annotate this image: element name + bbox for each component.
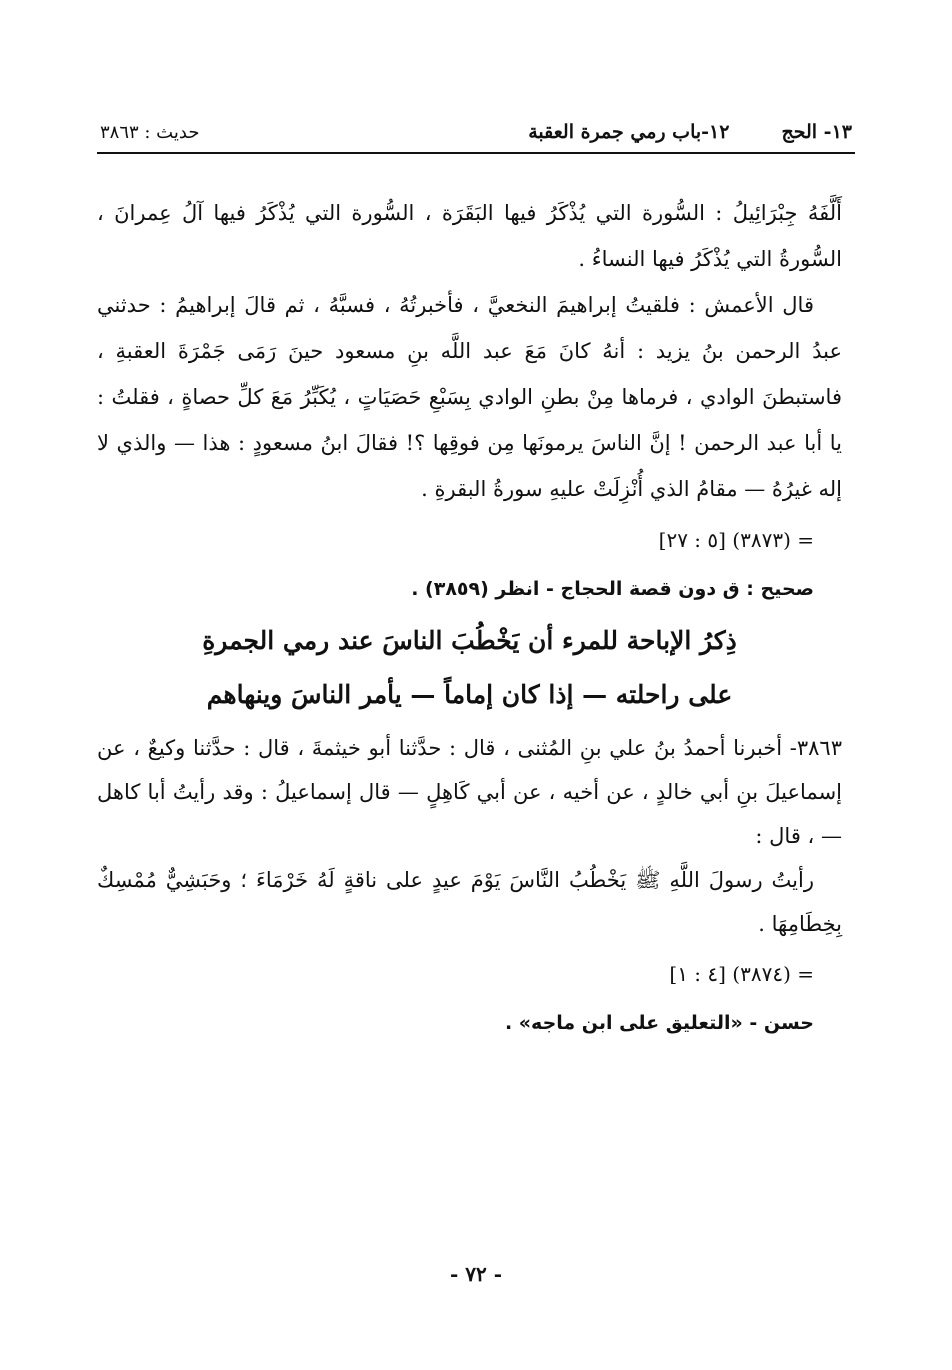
- header-rule: [97, 152, 855, 154]
- hadith-grade-2: حسن - «التعليق على ابن ماجه» .: [504, 1012, 814, 1034]
- section-heading: [97, 614, 842, 722]
- heading-line-1: ذِكرُ الإباحة للمرء أن يَخْطُبَ الناسَ عند رمي الجمرةِ: [202, 626, 737, 655]
- header-titles: [528, 121, 852, 143]
- running-header: [100, 112, 852, 152]
- paragraph-isnad: ٣٨٦٣- أخبرنا أحمدُ بنُ علي بنِ المُثنى ، قال : حدَّثنا أبو خيثمةَ ، قال : حدَّثنا وكيعٌ ، عن إسماعيلَ بنِ أبي خالدٍ ، عن أخيه ، عن أبي كَاهِلٍ — قال إسماعيلُ : وقد رأيتُ أبا كاهل — ، قال :: [97, 736, 842, 848]
- hadith-grade-1: صحيح : ق دون قصة الحجاج - انظر (٣٨٥٩) .: [411, 578, 814, 600]
- book-section-title: ١٣- الحج: [781, 121, 852, 143]
- hadith-reference: حديث : ٣٨٦٣: [100, 121, 200, 143]
- cross-reference-2: = (٣٨٧٤) [٤ : ١]: [669, 962, 814, 986]
- chapter-title: ١٢-باب رمي جمرة العقبة: [528, 121, 730, 143]
- cross-reference-1: = (٣٨٧٣) [٥ : ٢٧]: [658, 528, 814, 552]
- page-number: - ٧٢ -: [449, 1262, 502, 1286]
- paragraph-matn: رأيتُ رسولَ اللَّهِ ﷺ يَخْطُبُ النَّاسَ يَوْمَ عيدٍ على ناقةٍ لَهُ خَرْمَاءَ ؛ وحَبَشِيٌّ مُمْسِكٌ بِخِطَامِهَا .: [97, 868, 842, 936]
- page-body: [97, 190, 842, 1046]
- paragraph-continuation: أَلَّفَهُ جِبْرَائِيلُ : السُّورة التي يُذْكَرُ فيها البَقَرَة ، السُّورة التي يُذْكَرُ فيها آلُ عِمرانَ ، السُّورةُ التي يُذْكَرُ فيها النساءُ .: [97, 201, 842, 271]
- paragraph-athar: قال الأعمش : فلقيتُ إبراهيمَ النخعيَّ ، فأخبرتُهُ ، فسبَّهُ ، ثم قالَ إبراهيمُ : حدثني عبدُ الرحمن بنُ يزيد : أنهُ كانَ مَعَ عبد اللَّه بنِ مسعود حينَ رَمَى جَمْرَةَ العقبةِ ، فاستبطنَ الوادي ، فرماها مِنْ بطنِ الوادي بِسَبْعِ حَصَيَاتٍ ، يُكَبِّرُ مَعَ كلِّ حصاةٍ ، فقلتُ : يا أبا عبد الرحمن ! إنَّ الناسَ يرمونَها مِن فوقِها ؟! فقالَ ابنُ مسعودٍ : هذا — والذي لا إله غيرُهُ — مقامُ الذي أُنْزِلَتْ عليهِ سورةُ البقرةِ .: [97, 293, 842, 501]
- heading-line-2: على راحلته — إذا كان إماماً — يأمر الناسَ وينهاهم: [206, 680, 733, 709]
